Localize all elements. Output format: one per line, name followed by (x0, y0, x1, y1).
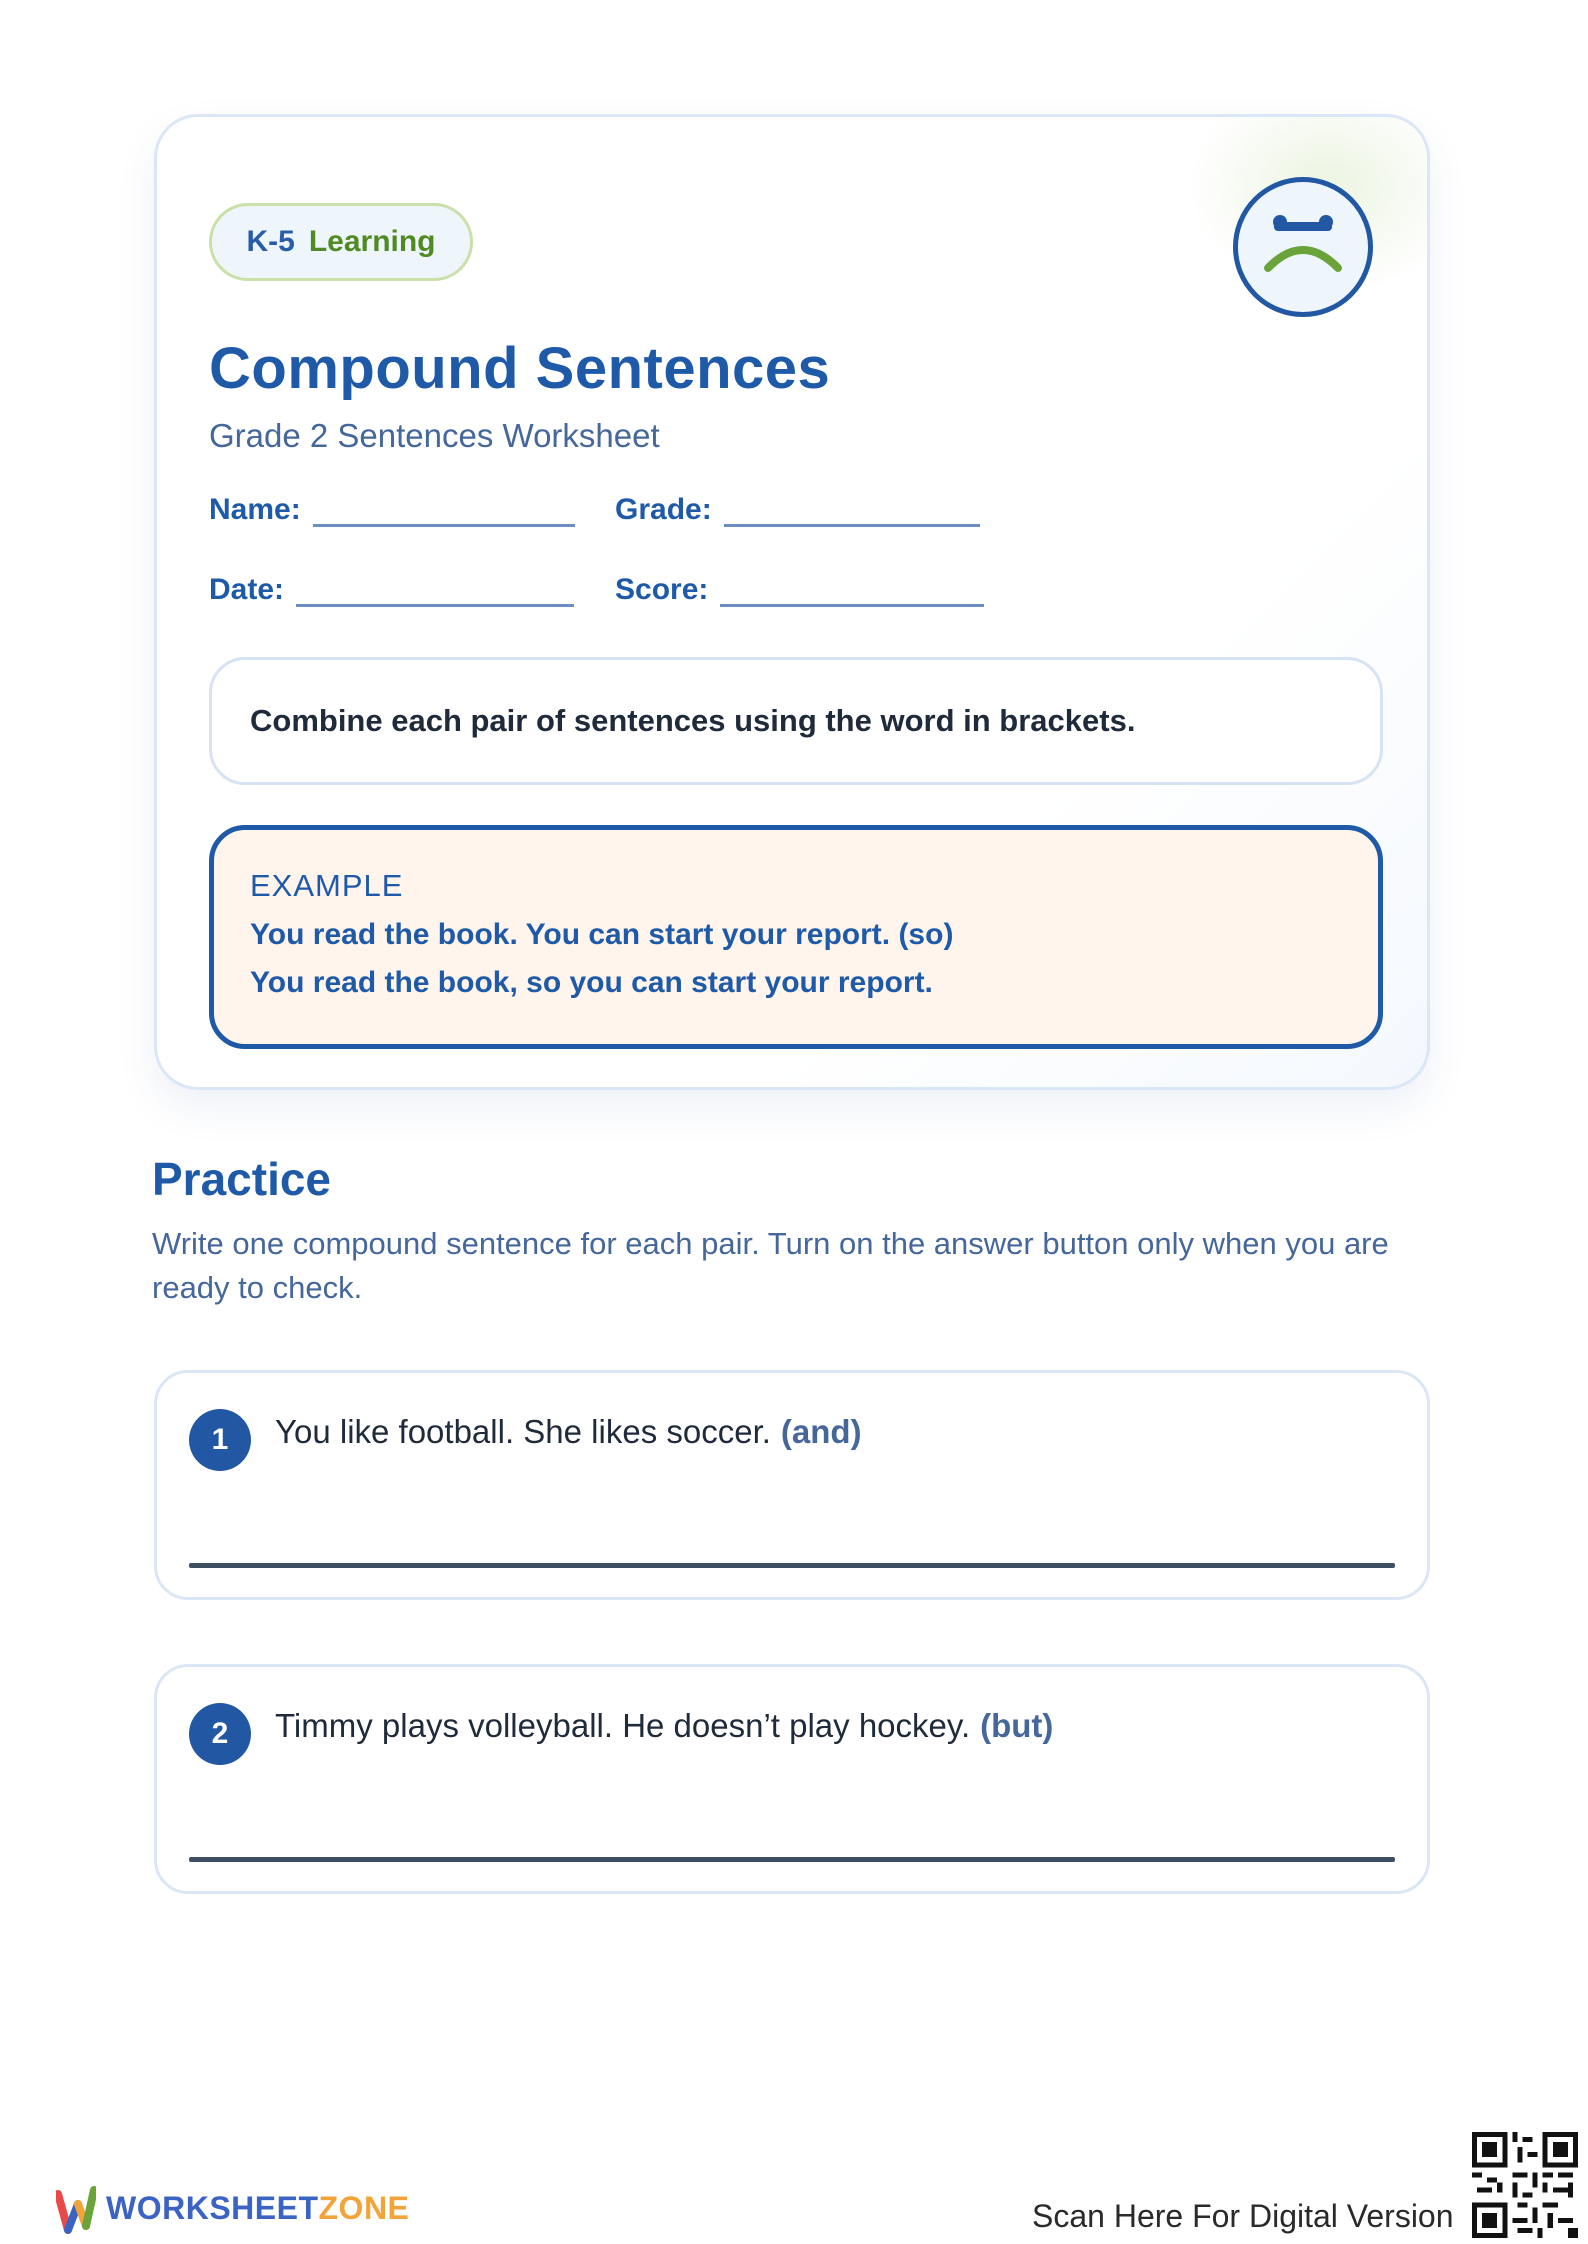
grade-label: Grade: (615, 493, 712, 526)
score-label: Score: (615, 573, 709, 606)
item-sentences: You like football. She likes soccer. (275, 1413, 771, 1450)
example-label: EXAMPLE (250, 868, 404, 903)
score-line[interactable] (720, 574, 984, 607)
answer-line[interactable] (189, 1857, 1395, 1862)
grade-line[interactable] (724, 494, 980, 527)
footer-brand[interactable] (106, 2190, 409, 2227)
item-number: 1 (189, 1409, 251, 1471)
instruction-box (209, 657, 1383, 785)
item-number: 2 (189, 1703, 251, 1765)
brand-zone: ZONE (318, 2190, 410, 2226)
badge-k5: K-5 (246, 225, 295, 258)
date-label: Date: (209, 573, 285, 606)
name-line[interactable] (313, 494, 575, 527)
example-box (209, 825, 1383, 1049)
name-label: Name: (209, 493, 301, 526)
name-field[interactable] (209, 493, 575, 527)
practice-item (154, 1370, 1430, 1600)
grade-field[interactable] (615, 493, 980, 527)
badge-learning: Learning (308, 225, 436, 258)
answer-line[interactable] (189, 1563, 1395, 1568)
example-answer: You read the book, so you can start your report. (250, 966, 933, 999)
item-sentences: Timmy plays volleyball. He doesn’t play hockey. (275, 1707, 971, 1744)
date-line[interactable] (296, 574, 574, 607)
scan-text: Scan Here For Digital Version (1032, 2198, 1454, 2234)
date-field[interactable] (209, 573, 574, 607)
item-joining-word: (and) (780, 1413, 862, 1450)
page-title: Compound Sentences (209, 336, 831, 401)
k5-learning-badge (209, 203, 473, 281)
example-question: You read the book. You can start your report. (so) (250, 918, 954, 951)
worksheetzone-logo-icon (56, 2180, 96, 2236)
header-card (154, 114, 1430, 1090)
qr-code-icon[interactable] (1472, 2132, 1578, 2238)
practice-item (154, 1664, 1430, 1894)
page-subtitle: Grade 2 Sentences Worksheet (209, 417, 660, 454)
practice-title: Practice (152, 1153, 332, 1205)
item-joining-word: (but) (980, 1707, 1054, 1744)
practice-description: Write one compound sentence for each pair. Turn on the answer button only when you are ready to check. (152, 1226, 1389, 1305)
sad-face-icon (1233, 177, 1373, 317)
item-question (275, 1707, 1053, 1745)
brand-worksheet: WORKSHEET (106, 2190, 319, 2226)
instruction-text: Combine each pair of sentences using the word in brackets. (250, 703, 1136, 738)
score-field[interactable] (615, 573, 984, 607)
item-question (275, 1413, 862, 1451)
